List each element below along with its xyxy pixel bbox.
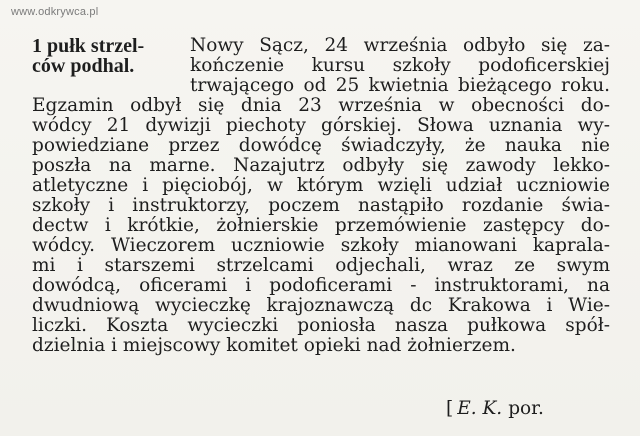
news-article [32, 36, 610, 356]
lead-line: Nowy Sącz, 24 września odbyło się za- [190, 35, 610, 56]
body-line: atletyczne i pięciobój, w którym wzięli udział uczniowie [32, 175, 610, 196]
lead-text [184, 36, 610, 96]
body-line: dzielnia i miejscowy komitet opieki nad żołnierzem. [32, 335, 516, 356]
lead-line: trwającego od 25 kwietnia bieżącego roku. [190, 75, 610, 96]
body-line: dwudniową wycieczkę krajoznawczą dc Krakowa i Wie- [32, 295, 610, 316]
body-line: liczki. Koszta wycieczki poniosła nasza pułkowa spół- [32, 315, 610, 336]
body-line: szkoły i instruktorzy, poczem nastąpiło rozdanie świa- [32, 195, 610, 216]
article-body [32, 96, 610, 356]
body-line: poszła na marne. Nazajutrz odbyły się zawody lekko- [32, 155, 610, 176]
body-line: wódcy. Wieczorem uczniowie szkoły mianowani kaprala- [32, 235, 610, 256]
watermark-url: www.odkrywca.pl [11, 6, 99, 18]
signature-rank: por. [508, 398, 544, 419]
article-lead [32, 36, 610, 96]
body-line: dectw i krótkie, żołnierskie przemówienie zastępcy do- [32, 215, 610, 236]
heading-line-1: 1 pułk strzel- [32, 35, 145, 57]
lead-line: kończenie kursu szkoły podoficerskiej [190, 55, 610, 76]
body-line: Egzamin odbył się dnia 23 września w obecności do- [32, 95, 610, 116]
body-line: dowódcą, oficerami i podoficerami - instruktorami, na [32, 275, 610, 296]
body-line: wódcy 21 dywizji piechoty górskiej. Słowa uznania wy- [32, 115, 610, 136]
article-heading [32, 36, 184, 76]
signature-bracket: [ [446, 398, 454, 419]
body-line: mi i starszemi strzelcami odjechali, wraz ze swym [32, 255, 610, 276]
heading-line-2: ców podhal. [32, 55, 135, 77]
signature-initials: E. K. [457, 398, 503, 419]
article-signature [446, 398, 544, 420]
body-line: powiedziane przez dowódcę świadczyły, że nauka nie [32, 135, 610, 156]
